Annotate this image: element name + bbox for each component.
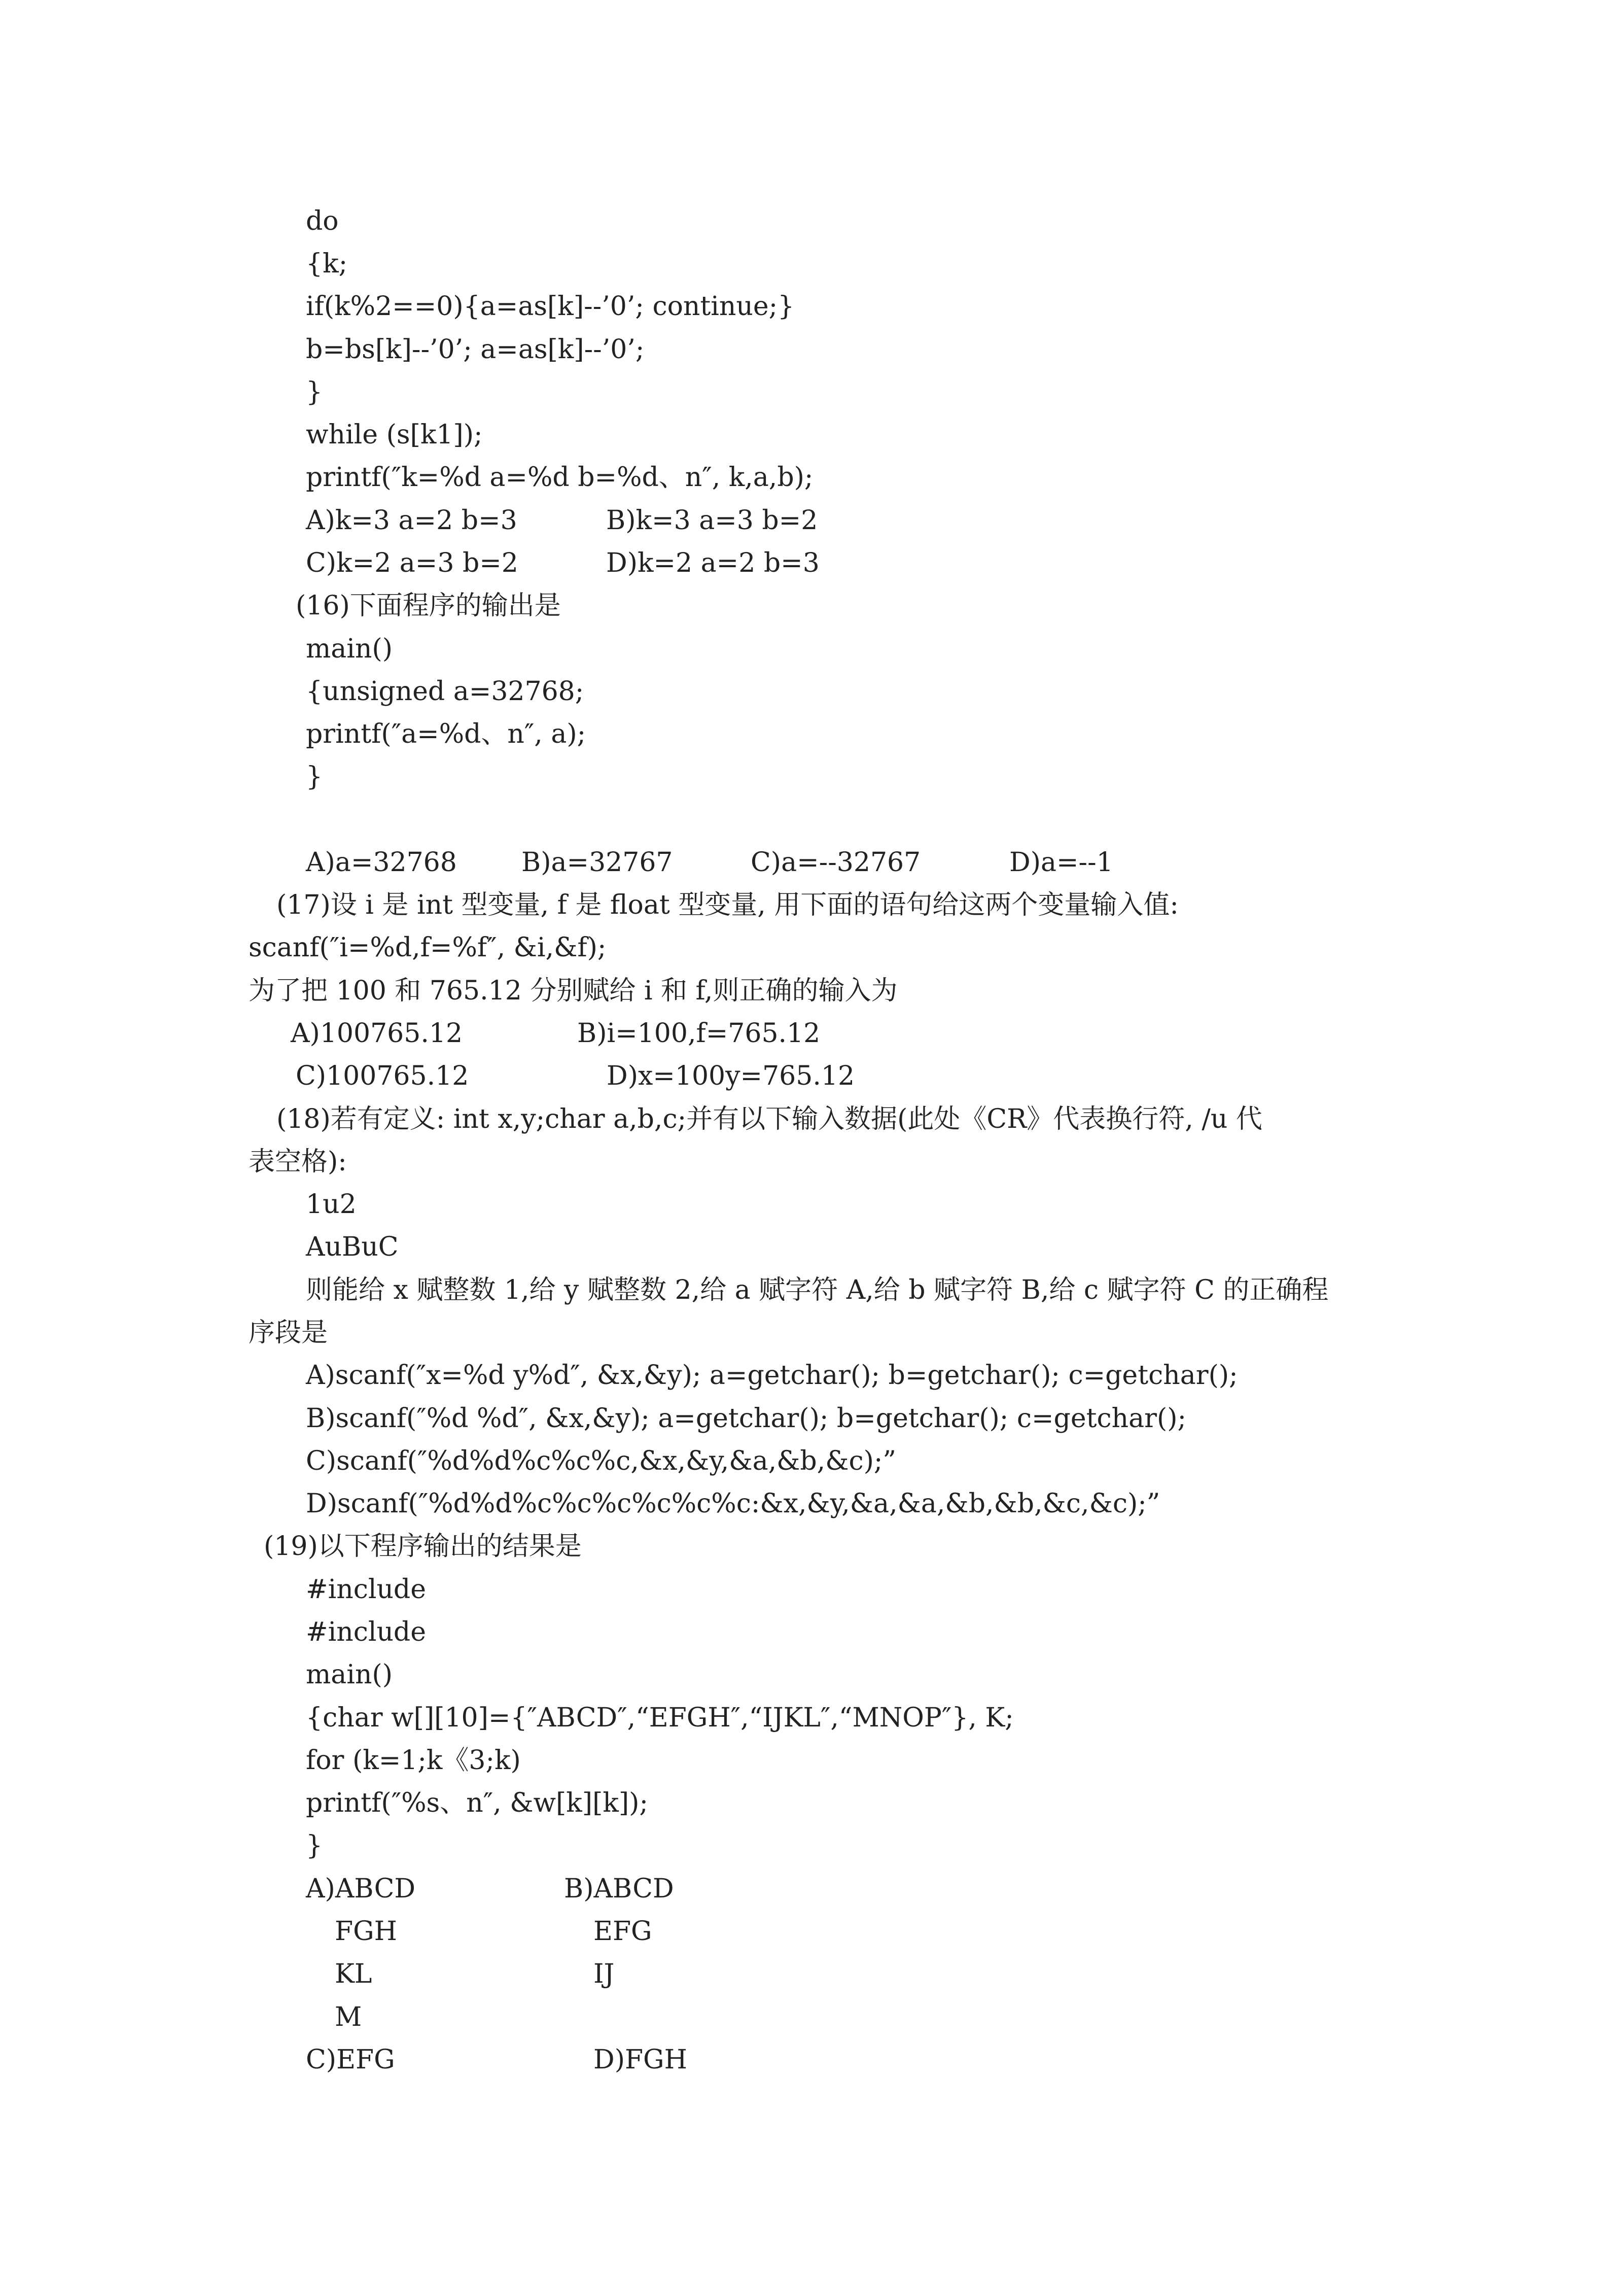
code-printf-15-text: printf(″k=%d a=%d b=%d、n″, k,a,b);	[306, 462, 814, 493]
q19-for-text: for (k=1;k《3;k)	[306, 1745, 521, 1776]
q19-options-row4-col-1: M	[335, 2002, 362, 2032]
q17-options-row2-col-1: C)100765.12	[296, 1061, 469, 1091]
q19-title-text: (19)以下程序输出的结果是	[264, 1531, 582, 1562]
q16-options-col-2: B)a=32767	[521, 847, 673, 878]
q19-options-row3-col-1: KL	[335, 1959, 372, 1989]
q18-title-1-text: (18)若有定义: int x,y;char a,b,c;并有以下输入数据(此处《CR》代表换行符, /u 代	[276, 1104, 1262, 1134]
q18-question-1-text: 则能给 x 赋整数 1,给 y 赋整数 2,给 a 赋字符 A,给 b 赋字符 B,给 c 赋字符 C 的正确程	[306, 1275, 1329, 1305]
q18-input-2-text: AuBuC	[306, 1232, 399, 1262]
code-do-text: do	[306, 206, 339, 236]
q19-char-decl-text: {char w[][10]={″ABCD″,“EFGH″,“IJKL″,“MNOP″}, K;	[306, 1703, 1014, 1733]
q15-options-row2-col-2: D)k=2 a=2 b=3	[606, 548, 820, 578]
q18-option-b-text: B)scanf(″%d %d″, &x,&y); a=getchar(); b=getchar(); c=getchar();	[306, 1403, 1187, 1434]
q18-title-2-text: 表空格):	[249, 1147, 347, 1177]
q15-options-row1-col-2: B)k=3 a=3 b=2	[606, 505, 818, 536]
q19-options-row5-col-2: D)FGH	[593, 2045, 687, 2075]
q19-options-row2-col-2: EFG	[593, 1916, 652, 1947]
q16-close-text: }	[306, 762, 323, 792]
q19-options-row1-col-2: B)ABCD	[564, 1874, 674, 1904]
q15-options-row1-col-1: A)k=3 a=2 b=3	[306, 505, 517, 536]
code-close-1-text: }	[306, 377, 323, 407]
q16-unsigned-text: {unsigned a=32768;	[306, 676, 584, 707]
q17-question-text: 为了把 100 和 765.12 分别赋给 i 和 f,则正确的输入为	[249, 976, 898, 1006]
q16-options-col-4: D)a=--1	[1009, 847, 1113, 878]
q16-title-text: (16)下面程序的输出是	[296, 591, 561, 621]
q19-options-row2-col-1: FGH	[335, 1916, 397, 1947]
q17-options-row1-col-1: A)100765.12	[291, 1018, 463, 1049]
q16-printf-text: printf(″a=%d、n″, a);	[306, 719, 586, 749]
q17-scanf-text: scanf(″i=%d,f=%f″, &i,&f);	[249, 932, 607, 963]
q19-include-2-text: #include	[306, 1617, 426, 1647]
q19-printf-text: printf(″%s、n″, &w[k][k]);	[306, 1788, 648, 1818]
q18-option-c-text: C)scanf(″%d%d%c%c%c,&x,&y,&a,&b,&c);”	[306, 1446, 897, 1476]
q19-close-text: }	[306, 1830, 323, 1861]
q16-options-col-1: A)a=32768	[306, 847, 457, 878]
code-brace-k-text: {k;	[306, 249, 348, 279]
q18-input-1-text: 1u2	[306, 1189, 357, 1220]
q16-main-text: main()	[306, 634, 393, 664]
q19-options-row5-col-1: C)EFG	[306, 2045, 395, 2075]
q15-options-row2-col-1: C)k=2 a=3 b=2	[306, 548, 518, 578]
q18-option-a-text: A)scanf(″x=%d y%d″, &x,&y); a=getchar(); b=getchar(); c=getchar();	[306, 1360, 1238, 1391]
q19-include-1-text: #include	[306, 1574, 426, 1605]
q19-options-row3-col-2: IJ	[593, 1959, 615, 1989]
q17-title-text: (17)设 i 是 int 型变量, f 是 float 型变量, 用下面的语句给这两个变量输入值:	[276, 890, 1179, 920]
q16-options-col-3: C)a=--32767	[751, 847, 921, 878]
code-if-text: if(k%2==0){a=as[k]--’0’; continue;}	[306, 291, 795, 322]
q17-options-row1-col-2: B)i=100,f=765.12	[577, 1018, 821, 1049]
q18-option-d-text: D)scanf(″%d%d%c%c%c%c%c%c:&x,&y,&a,&a,&b,&b,&c,&c);”	[306, 1489, 1160, 1519]
q18-question-2-text: 序段是	[249, 1318, 328, 1348]
code-while-text: while (s[k1]);	[306, 420, 483, 450]
q19-options-row1-col-1: A)ABCD	[306, 1874, 416, 1904]
code-b-assign-text: b=bs[k]--’0’; a=as[k]--’0’;	[306, 334, 645, 365]
q19-main-text: main()	[306, 1659, 393, 1690]
q17-options-row2-col-2: D)x=100y=765.12	[607, 1061, 855, 1091]
